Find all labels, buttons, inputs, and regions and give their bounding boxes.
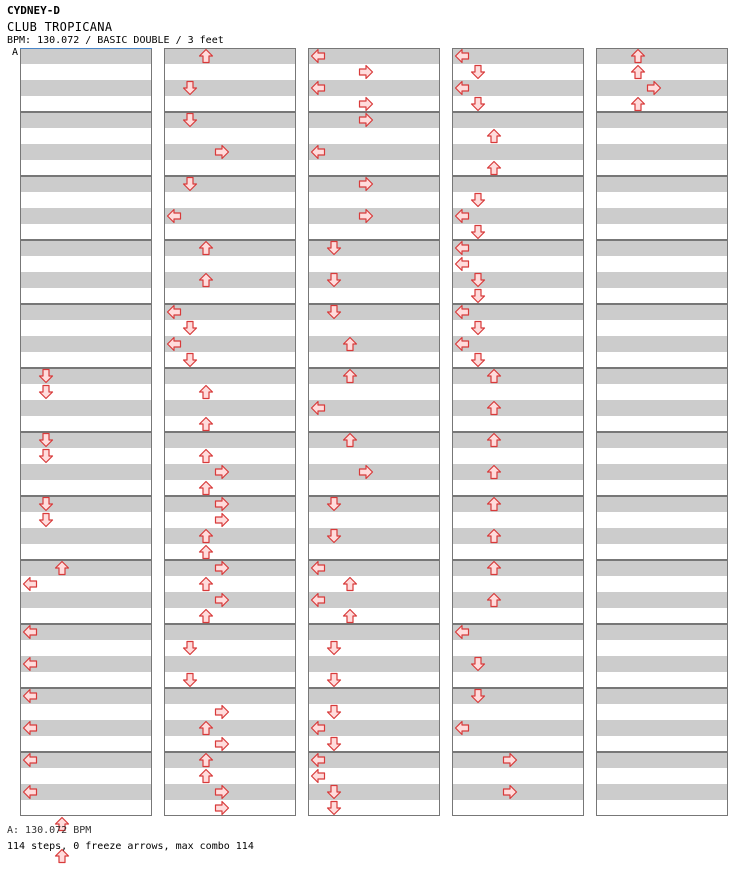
row-stripe: [20, 304, 152, 320]
row-stripe: [452, 560, 584, 576]
row-stripe: [452, 464, 584, 480]
row-stripe: [596, 48, 728, 64]
row-stripe: [452, 496, 584, 512]
row-stripe: [164, 720, 296, 736]
row-stripe: [452, 608, 584, 624]
row-stripe: [20, 128, 152, 144]
row-stripe: [452, 592, 584, 608]
row-stripe: [308, 336, 440, 352]
row-stripe: [596, 752, 728, 768]
row-stripe: [452, 528, 584, 544]
row-stripe: [596, 736, 728, 752]
row-stripe: [308, 368, 440, 384]
row-stripe: [164, 288, 296, 304]
row-stripe: [308, 688, 440, 704]
row-stripe: [452, 480, 584, 496]
row-stripe: [308, 96, 440, 112]
row-stripe: [20, 704, 152, 720]
row-stripe: [164, 592, 296, 608]
row-stripe: [20, 416, 152, 432]
row-stripe: [164, 768, 296, 784]
row-stripe: [452, 512, 584, 528]
row-stripe: [452, 256, 584, 272]
row-stripe: [164, 480, 296, 496]
row-stripe: [308, 624, 440, 640]
row-stripe: [596, 320, 728, 336]
row-stripe: [308, 656, 440, 672]
row-stripe: [596, 416, 728, 432]
row-stripe: [596, 528, 728, 544]
row-stripe: [308, 320, 440, 336]
row-stripe: [20, 656, 152, 672]
row-stripe: [308, 352, 440, 368]
row-stripe: [452, 640, 584, 656]
row-stripe: [164, 400, 296, 416]
row-stripe: [164, 240, 296, 256]
row-stripe: [164, 128, 296, 144]
row-stripe: [20, 240, 152, 256]
row-stripe: [596, 672, 728, 688]
row-stripe: [452, 800, 584, 816]
row-stripe: [308, 112, 440, 128]
row-stripe: [164, 208, 296, 224]
artist-name: CYDNEY-D: [7, 4, 60, 17]
row-stripe: [596, 368, 728, 384]
row-stripe: [20, 800, 152, 816]
row-stripe: [164, 64, 296, 80]
row-stripe: [20, 64, 152, 80]
row-stripe: [452, 144, 584, 160]
row-stripe: [596, 288, 728, 304]
row-stripe: [164, 608, 296, 624]
row-stripe: [308, 576, 440, 592]
bpm-readout: A: 130.072 BPM: [7, 825, 92, 836]
row-stripe: [20, 544, 152, 560]
row-stripe: [20, 288, 152, 304]
row-stripe: [596, 512, 728, 528]
row-stripe: [452, 400, 584, 416]
row-stripe: [308, 768, 440, 784]
row-stripe: [452, 672, 584, 688]
row-stripe: [452, 432, 584, 448]
row-stripe: [164, 192, 296, 208]
row-stripe: [596, 592, 728, 608]
row-stripe: [164, 512, 296, 528]
row-stripe: [20, 48, 152, 64]
row-stripe: [596, 208, 728, 224]
row-stripe: [164, 272, 296, 288]
row-stripe: [596, 240, 728, 256]
row-stripe: [452, 752, 584, 768]
row-stripe: [596, 720, 728, 736]
row-stripe: [596, 560, 728, 576]
row-stripe: [452, 240, 584, 256]
row-stripe: [308, 720, 440, 736]
row-stripe: [20, 272, 152, 288]
row-stripe: [164, 160, 296, 176]
row-stripe: [20, 720, 152, 736]
row-stripe: [164, 736, 296, 752]
row-stripe: [308, 160, 440, 176]
row-stripe: [596, 496, 728, 512]
row-stripe: [164, 496, 296, 512]
row-stripe: [308, 608, 440, 624]
row-stripe: [596, 272, 728, 288]
row-stripe: [596, 448, 728, 464]
row-stripe: [20, 224, 152, 240]
row-stripe: [308, 592, 440, 608]
row-stripe: [308, 208, 440, 224]
row-stripe: [452, 384, 584, 400]
row-stripe: [308, 480, 440, 496]
row-stripe: [20, 160, 152, 176]
row-stripe: [596, 256, 728, 272]
row-stripe: [20, 112, 152, 128]
row-stripe: [20, 672, 152, 688]
row-stripe: [596, 144, 728, 160]
row-stripe: [20, 688, 152, 704]
row-stripe: [308, 384, 440, 400]
row-stripe: [164, 704, 296, 720]
row-stripe: [20, 176, 152, 192]
row-stripe: [164, 656, 296, 672]
row-stripe: [308, 512, 440, 528]
row-stripe: [164, 432, 296, 448]
row-stripe: [164, 144, 296, 160]
row-stripe: [596, 656, 728, 672]
row-stripe: [20, 320, 152, 336]
row-stripe: [20, 464, 152, 480]
row-stripe: [20, 144, 152, 160]
row-stripe: [164, 544, 296, 560]
row-stripe: [596, 624, 728, 640]
row-stripe: [308, 144, 440, 160]
row-stripe: [596, 176, 728, 192]
row-stripe: [308, 80, 440, 96]
row-stripe: [452, 416, 584, 432]
row-stripe: [452, 176, 584, 192]
row-stripe: [20, 256, 152, 272]
row-stripe: [596, 480, 728, 496]
row-stripe: [20, 96, 152, 112]
row-stripe: [164, 336, 296, 352]
row-stripe: [596, 400, 728, 416]
row-stripe: [596, 192, 728, 208]
row-stripe: [452, 368, 584, 384]
row-stripe: [596, 352, 728, 368]
row-stripe: [164, 448, 296, 464]
row-stripe: [452, 48, 584, 64]
row-stripe: [308, 288, 440, 304]
row-stripe: [596, 768, 728, 784]
row-stripe: [164, 576, 296, 592]
row-stripe: [164, 688, 296, 704]
row-stripe: [20, 352, 152, 368]
row-stripe: [20, 640, 152, 656]
row-stripe: [20, 208, 152, 224]
row-stripe: [164, 800, 296, 816]
row-stripe: [164, 752, 296, 768]
row-stripe: [20, 80, 152, 96]
row-stripe: [308, 224, 440, 240]
step-stats: 114 steps, 0 freeze arrows, max combo 114: [7, 841, 254, 852]
row-stripe: [452, 336, 584, 352]
row-stripe: [596, 160, 728, 176]
row-stripe: [164, 528, 296, 544]
row-stripe: [596, 112, 728, 128]
bpm-section-marker: A: [12, 47, 19, 58]
row-stripe: [452, 576, 584, 592]
row-stripe: [308, 448, 440, 464]
row-stripe: [20, 624, 152, 640]
row-stripe: [308, 400, 440, 416]
chart-info: BPM: 130.072 / BASIC DOUBLE / 3 feet: [7, 35, 224, 46]
row-stripe: [596, 608, 728, 624]
row-stripe: [164, 560, 296, 576]
row-stripe: [596, 224, 728, 240]
row-stripe: [308, 416, 440, 432]
row-stripe: [596, 800, 728, 816]
row-stripe: [596, 80, 728, 96]
row-stripe: [596, 544, 728, 560]
row-stripe: [308, 464, 440, 480]
row-stripe: [164, 416, 296, 432]
row-stripe: [164, 624, 296, 640]
row-stripe: [308, 256, 440, 272]
row-stripe: [452, 112, 584, 128]
row-stripe: [164, 224, 296, 240]
row-stripe: [308, 544, 440, 560]
row-stripe: [164, 368, 296, 384]
row-stripe: [596, 576, 728, 592]
row-stripe: [596, 96, 728, 112]
row-stripe: [20, 528, 152, 544]
row-stripe: [20, 768, 152, 784]
row-stripe: [164, 464, 296, 480]
row-stripe: [596, 704, 728, 720]
row-stripe: [308, 560, 440, 576]
row-stripe: [452, 160, 584, 176]
row-stripe: [452, 624, 584, 640]
row-stripe: [308, 64, 440, 80]
row-stripe: [164, 256, 296, 272]
row-stripe: [20, 592, 152, 608]
row-stripe: [20, 736, 152, 752]
row-stripe: [452, 736, 584, 752]
row-stripe: [596, 384, 728, 400]
row-stripe: [308, 176, 440, 192]
row-stripe: [596, 688, 728, 704]
row-stripe: [20, 752, 152, 768]
row-stripe: [20, 336, 152, 352]
row-stripe: [308, 432, 440, 448]
row-stripe: [308, 752, 440, 768]
row-stripe: [20, 560, 152, 576]
row-stripe: [452, 784, 584, 800]
row-stripe: [308, 128, 440, 144]
row-stripe: [164, 784, 296, 800]
row-stripe: [308, 192, 440, 208]
row-stripe: [596, 128, 728, 144]
row-stripe: [596, 784, 728, 800]
row-stripe: [164, 96, 296, 112]
row-stripe: [596, 304, 728, 320]
row-stripe: [596, 432, 728, 448]
row-stripe: [596, 464, 728, 480]
row-stripe: [452, 704, 584, 720]
row-stripe: [452, 80, 584, 96]
row-stripe: [452, 128, 584, 144]
row-stripe: [596, 640, 728, 656]
song-title: CLUB TROPICANA: [7, 20, 113, 34]
row-stripe: [20, 608, 152, 624]
row-stripe: [452, 720, 584, 736]
row-stripe: [452, 768, 584, 784]
row-stripe: [164, 48, 296, 64]
row-stripe: [164, 304, 296, 320]
row-stripe: [596, 336, 728, 352]
row-stripe: [308, 48, 440, 64]
row-stripe: [596, 64, 728, 80]
row-stripe: [20, 576, 152, 592]
row-stripe: [20, 784, 152, 800]
row-stripe: [164, 384, 296, 400]
row-stripe: [20, 400, 152, 416]
row-stripe: [20, 480, 152, 496]
row-stripe: [452, 448, 584, 464]
row-stripe: [452, 208, 584, 224]
row-stripe: [452, 544, 584, 560]
row-stripe: [20, 192, 152, 208]
row-stripe: [452, 304, 584, 320]
